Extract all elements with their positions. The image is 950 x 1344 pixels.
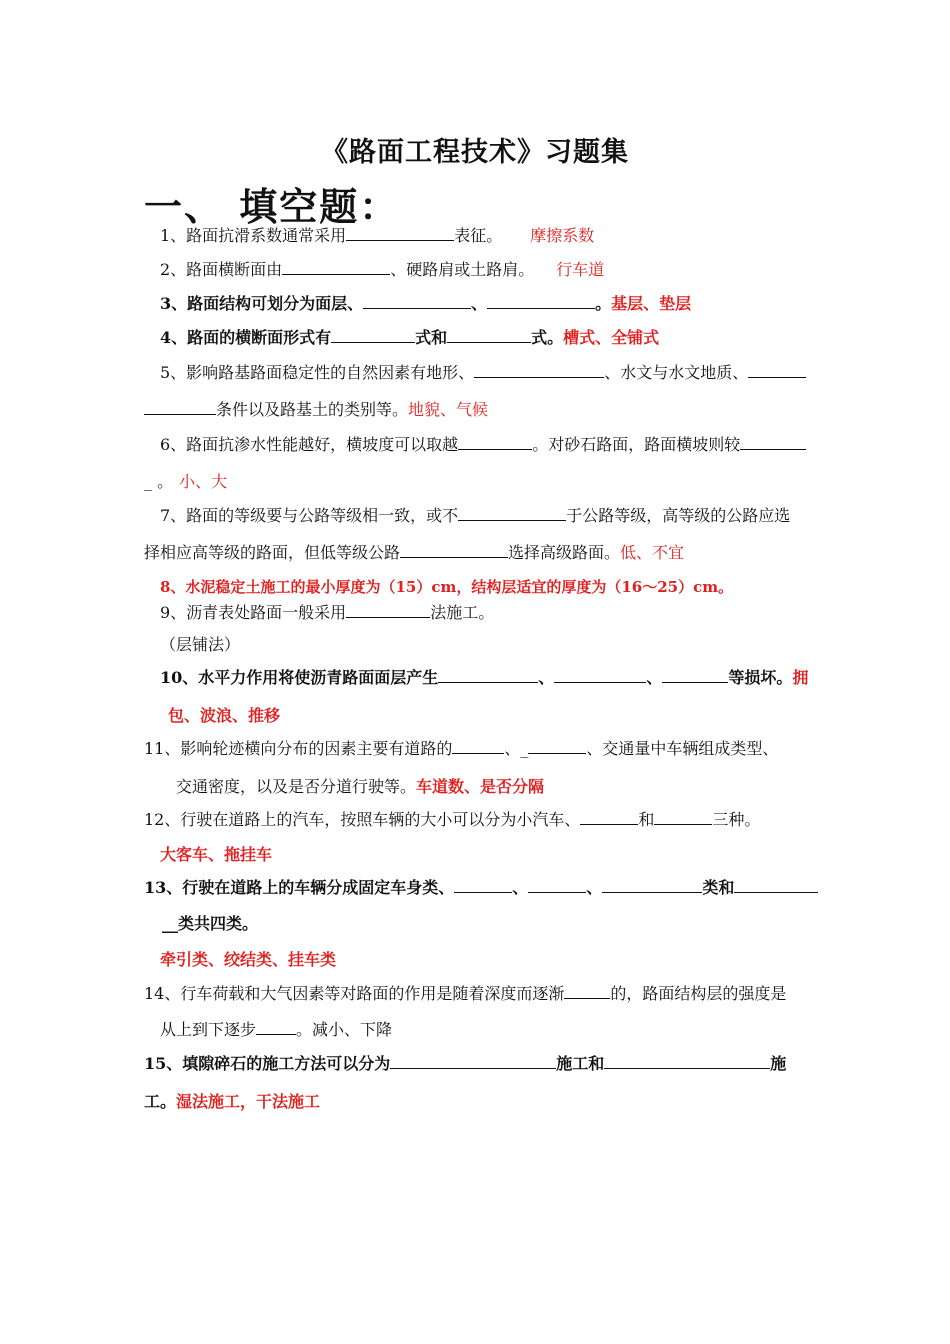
answer-blank[interactable] <box>454 878 512 893</box>
question-11-line-1: 11、影响轮迹横向分布的因素主要有道路的 、_ 、交通量中车辆组成类型、 <box>144 739 779 758</box>
question-4: 4、路面的横断面形式有 式和 式。槽式、全铺式 <box>160 328 660 347</box>
answer-blank[interactable] <box>564 984 610 999</box>
question-3: 3、路面结构可划分为面层、 、 。基层、垫层 <box>160 294 692 313</box>
question-9: 9、沥青表处路面一般采用 法施工。 <box>160 603 495 622</box>
answer-blank[interactable] <box>256 1020 296 1035</box>
answer-blank[interactable] <box>346 603 430 618</box>
answer-text: 基层、垫层 <box>611 294 692 313</box>
section-heading: 一、 填空题： <box>144 184 400 229</box>
question-9-answer: （层铺法） <box>160 635 241 654</box>
answer-blank[interactable] <box>734 878 818 893</box>
question-15-line-1: 15、填隙碎石的施工方法可以分为 施工和 施 <box>144 1054 787 1073</box>
answer-blank[interactable] <box>580 810 638 825</box>
answer-blank[interactable] <box>331 328 415 343</box>
answer-blank[interactable] <box>144 400 216 415</box>
answer-blank[interactable] <box>604 1054 770 1069</box>
question-5-line-1: 5、影响路基路面稳定性的自然因素有地形、 、水文与水文地质、 <box>160 363 806 383</box>
question-8: 8、水泥稳定土施工的最小厚度为（15）cm，结构层适宜的厚度为（16～25）cm。 <box>160 578 734 596</box>
question-14-line-2: 从上到下逐步 。减小、下降 <box>160 1020 393 1039</box>
question-11-line-2: 交通密度，以及是否分道行驶等。车道数、是否分隔 <box>176 777 545 796</box>
question-2: 2、路面横断面由 、硬路肩或土路肩。 行车道 <box>160 260 605 279</box>
answer-blank[interactable] <box>447 328 531 343</box>
question-6-line-1: 6、路面抗渗水性能越好，横坡度可以取越 。对砂石路面，路面横坡则较 <box>160 435 806 455</box>
answer-blank[interactable] <box>400 543 508 558</box>
answer-text: 摩擦系数 <box>530 226 595 245</box>
question-10-line-1: 10、水平力作用将使沥青路面面层产生 、 、 等损坏。拥 <box>160 668 809 687</box>
answer-text: 低、不宜 <box>620 543 685 562</box>
answer-text: 小、大 <box>179 472 228 491</box>
answer-text: 行车道 <box>556 260 605 279</box>
answer-blank[interactable] <box>363 294 471 309</box>
answer-blank[interactable] <box>748 363 806 378</box>
question-14-line-1: 14、行车荷载和大气因素等对路面的作用是随着深度而逐渐 的，路面结构层的强度是 <box>144 984 787 1003</box>
question-15-line-2: 工。湿法施工，干法施工 <box>144 1092 321 1111</box>
answer-blank[interactable] <box>438 668 538 683</box>
question-13-answer: 牵引类、绞结类、挂车类 <box>160 950 337 969</box>
answer-blank[interactable] <box>346 226 454 241</box>
document-title: 《路面工程技术》习题集 <box>321 137 629 168</box>
answer-blank[interactable] <box>554 668 646 683</box>
question-12: 12、行驶在道路上的汽车，按照车辆的大小可以分为小汽车、 和 三种。 <box>144 810 761 829</box>
answer-blank[interactable] <box>487 294 595 309</box>
answer-text: 湿法施工，干法施工 <box>176 1092 321 1111</box>
answer-text: 地貌、气候 <box>408 400 489 419</box>
question-7-line-2: 择相应高等级的路面，但低等级公路 选择高级路面。低、不宜 <box>144 543 685 562</box>
answer-text: 槽式、全铺式 <box>563 328 660 347</box>
answer-blank[interactable] <box>452 739 504 754</box>
question-13-line-1: 13、行驶在道路上的车辆分成固定车身类、 、 、 类和 <box>144 878 818 898</box>
answer-blank[interactable] <box>458 506 566 521</box>
question-5-line-2: 条件以及路基土的类别等。地貌、气候 <box>144 400 488 420</box>
answer-blank[interactable] <box>740 435 806 450</box>
answer-blank[interactable] <box>662 668 728 683</box>
question-6-line-2: _ 。 小、大 <box>144 472 228 491</box>
question-13-line-2: __类共四类。 <box>162 914 259 933</box>
answer-blank[interactable] <box>458 435 532 450</box>
question-10-answer: 包、波浪、推移 <box>168 706 281 725</box>
question-7-line-1: 7、路面的等级要与公路等级相一致，或不 于公路等级，高等级的公路应选 <box>160 506 791 525</box>
question-1: 1、路面抗滑系数通常采用 表征。 摩擦系数 <box>160 226 595 245</box>
answer-blank[interactable] <box>528 739 586 754</box>
answer-text: 车道数、是否分隔 <box>416 777 545 796</box>
answer-blank[interactable] <box>654 810 712 825</box>
question-12-answer: 大客车、拖挂车 <box>160 845 273 864</box>
answer-blank[interactable] <box>282 260 390 275</box>
answer-blank[interactable] <box>390 1054 556 1069</box>
answer-blank[interactable] <box>602 878 702 893</box>
answer-blank[interactable] <box>528 878 586 893</box>
answer-blank[interactable] <box>474 363 604 378</box>
